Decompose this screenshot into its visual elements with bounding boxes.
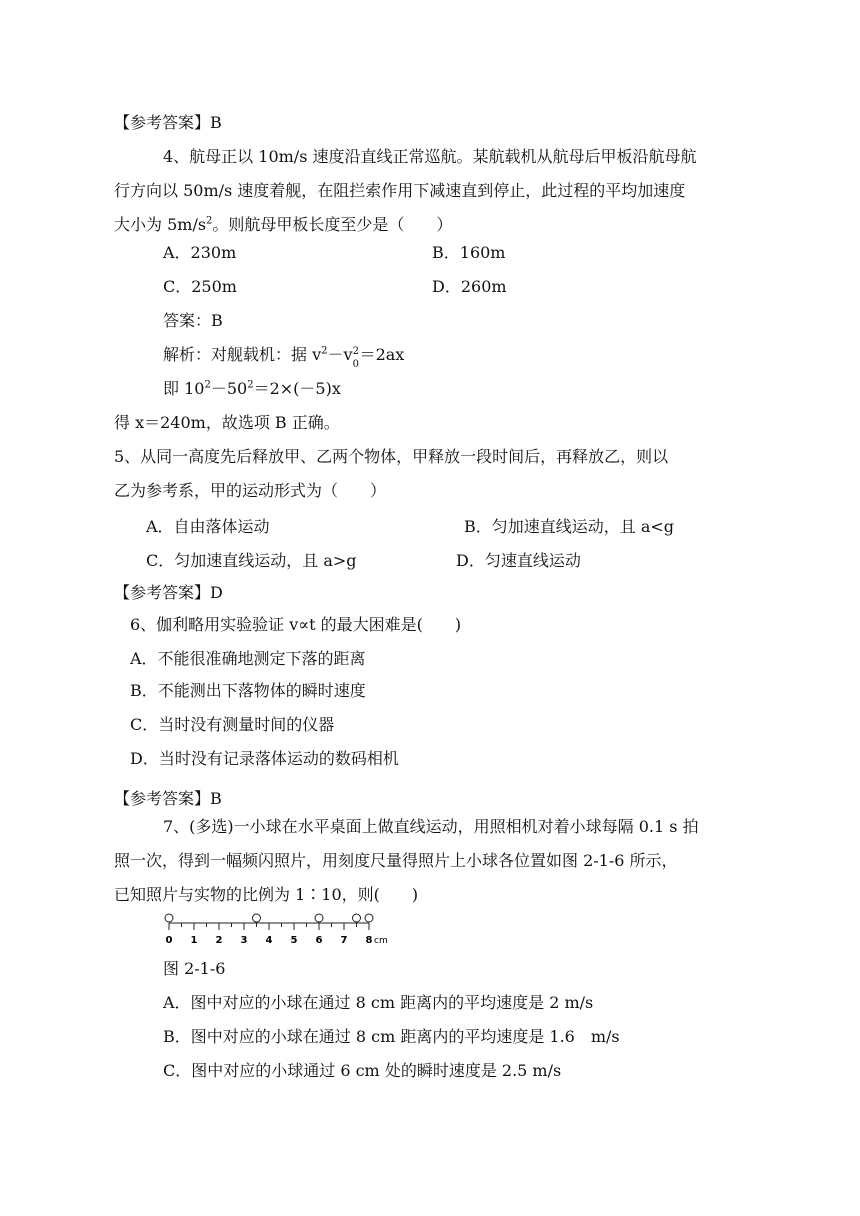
q6-option-a: A．不能很准确地测定下落的距离 xyxy=(130,649,366,668)
ruler-tick-label: 2 xyxy=(215,935,223,946)
question-5-line-2: 乙为参考系，甲的运动形式为（ ） xyxy=(114,481,387,500)
ruler-tick-label: 3 xyxy=(240,935,248,946)
question-4-line-2: 行方向以 50m/s 速度着舰，在阻拦索作用下减速直到停止，此过程的平均加速度 xyxy=(114,181,686,200)
ruler-figure xyxy=(160,908,400,950)
figure-caption: 图 2-1-6 xyxy=(163,959,226,978)
question-4-line-1: 4、航母正以 10m/s 速度沿直线正常巡航。某航载机从航母后甲板沿航母航 xyxy=(163,147,697,166)
q6-option-d: D．当时没有记录落体运动的数码相机 xyxy=(130,749,399,768)
q7-option-a: A．图中对应的小球在通过 8 cm 距离内的平均速度是 2 m/s xyxy=(163,993,594,1012)
answer-label-q5: 【参考答案】D xyxy=(114,583,223,602)
ruler-tick-label: 7 xyxy=(340,935,348,946)
ball-marker xyxy=(365,914,373,922)
q5-option-c: C．匀加速直线运动，且 a>g xyxy=(146,551,357,570)
ruler-tick-label: 5 xyxy=(290,935,298,946)
q4-option-b: B．160m xyxy=(432,243,506,262)
ball-marker xyxy=(315,914,323,922)
question-6: 6、伽利略用实验验证 v∝t 的最大困难是( ) xyxy=(130,615,462,634)
question-5-line-1: 5、从同一高度先后释放甲、乙两个物体，甲释放一段时间后，再释放乙，则以 xyxy=(114,447,669,466)
ruler-tick-label: 8 xyxy=(365,935,373,946)
ball-marker xyxy=(353,914,361,922)
ruler-tick-label: 1 xyxy=(190,935,198,946)
q4-option-d: D．260m xyxy=(432,277,507,296)
question-7-line-1: 7、(多选)一小球在水平桌面上做直线运动，用照相机对着小球每隔 0.1 s 拍 xyxy=(163,817,699,836)
q4-answer: 答案：B xyxy=(163,311,223,330)
q4-option-a: A．230m xyxy=(163,243,237,262)
q5-option-b: B．匀加速直线运动，且 a<g xyxy=(464,517,675,536)
ruler-ticks xyxy=(169,923,369,930)
q6-option-b: B．不能测出下落物体的瞬时速度 xyxy=(130,681,366,700)
answer-label-q3: 【参考答案】B xyxy=(114,113,222,132)
q4-explanation-line-2: 即 $10^2-50^2=2\times(-5)x$ xyxy=(163,379,341,398)
ball-marker xyxy=(253,914,261,922)
q7-option-b: B．图中对应的小球在通过 8 cm 距离内的平均速度是 1.6 m/s xyxy=(163,1027,620,1046)
q4-explanation-line-3: 得 x＝240m，故选项 B 正确。 xyxy=(114,413,340,432)
ruler-tick-labels xyxy=(166,935,373,946)
question-7-line-3: 已知照片与实物的比例为 1∶10，则( ) xyxy=(114,885,419,904)
ruler-tick-label: 4 xyxy=(265,935,273,946)
q4-explanation-line-1: 解析：对舰载机：据 $v^2-v$ 2 0 ＝2ax xyxy=(163,345,405,370)
q5-option-a: A．自由落体运动 xyxy=(146,517,270,536)
q6-option-c: C．当时没有测量时间的仪器 xyxy=(130,715,335,734)
q5-option-d: D．匀速直线运动 xyxy=(456,551,581,570)
ruler-tick-label: 0 xyxy=(165,935,173,946)
ruler-unit-label: cm xyxy=(374,936,388,946)
answer-label-q6: 【参考答案】B xyxy=(114,789,222,808)
q4-option-c: C．250m xyxy=(163,277,237,296)
q7-option-c: C．图中对应的小球通过 6 cm 处的瞬时速度是 2.5 m/s xyxy=(163,1061,562,1080)
ball-positions xyxy=(165,914,373,922)
ball-marker xyxy=(165,914,173,922)
question-7-line-2: 照一次，得到一幅频闪照片，用刻度尺量得照片上小球各位置如图 2-1-6 所示， xyxy=(114,851,678,870)
question-4-line-3: 大小为 $5m/s^2$。则航母甲板长度至少是（ ） xyxy=(114,215,453,234)
ruler-tick-label: 6 xyxy=(315,935,323,946)
